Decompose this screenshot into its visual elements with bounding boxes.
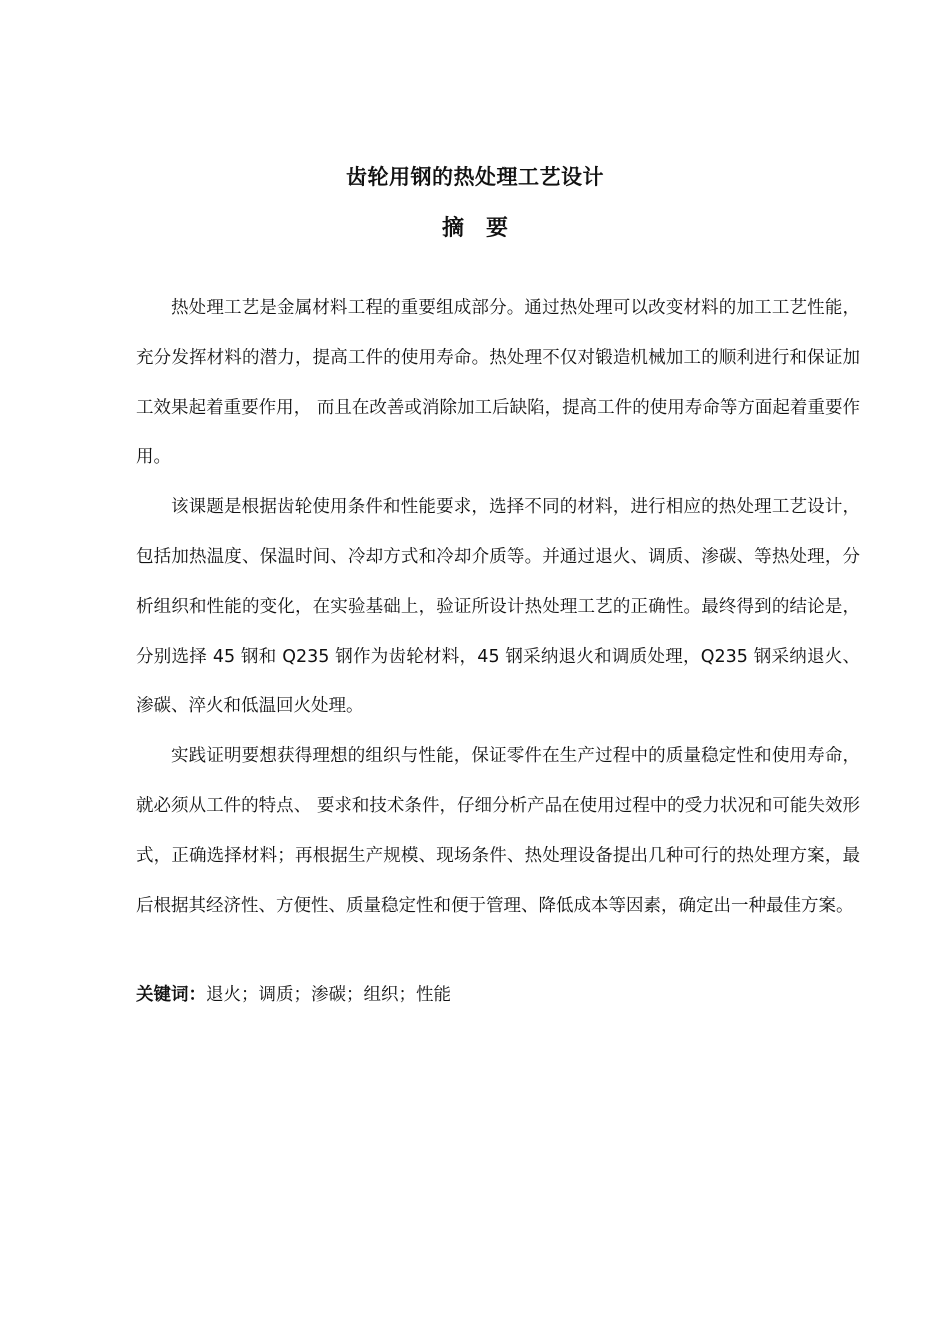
keywords-line [136, 982, 451, 1008]
keywords-label: 关键词： [136, 985, 206, 1005]
abstract-paragraph-1: 热处理工艺是金属材料工程的重要组成部分。通过热处理可以改变材料的加工工艺性能，充分发挥材料的潜力，提高工件的使用寿命。热处理不仅对锻造机械加工的顺利进行和保证加工效果起着重要作用， 而且在改善或消除加工后缺陷，提高工件的使用寿命等方面起着重要作用。 [136, 298, 860, 468]
abstract-body [136, 284, 860, 931]
abstract-heading: 摘 要 [441, 216, 508, 241]
keywords-list: 退火；调质；渗碳；组织；性能 [206, 985, 451, 1005]
abstract-paragraph-2: 该课题是根据齿轮使用条件和性能要求，选择不同的材料，进行相应的热处理工艺设计，包括加热温度、保温时间、冷却方式和冷却介质等。并通过退火、调质、渗碳、等热处理，分析组织和性能的变化，在实验基础上，验证所设计热处理工艺的正确性。最终得到的结论是，分别选择 45 钢和 Q235 钢作为齿轮材料，45 钢采纳退火和调质处理，Q235 钢采纳退火、渗碳、淬火和低温回火处理。 [136, 497, 860, 717]
document-title: 齿轮用钢的热处理工艺设计 [346, 165, 604, 189]
abstract-paragraph-3: 实践证明要想获得理想的组织与性能，保证零件在生产过程中的质量稳定性和使用寿命，就必须从工件的特点、 要求和技术条件，仔细分析产品在使用过程中的受力状况和可能失效形式，正确选择材料；再根据生产规模、现场条件、热处理设备提出几种可行的热处理方案，最后根据其经济性、方便性、质量稳定性和便于管理、降低成本等因素，确定出一种最佳方案。 [136, 746, 860, 916]
